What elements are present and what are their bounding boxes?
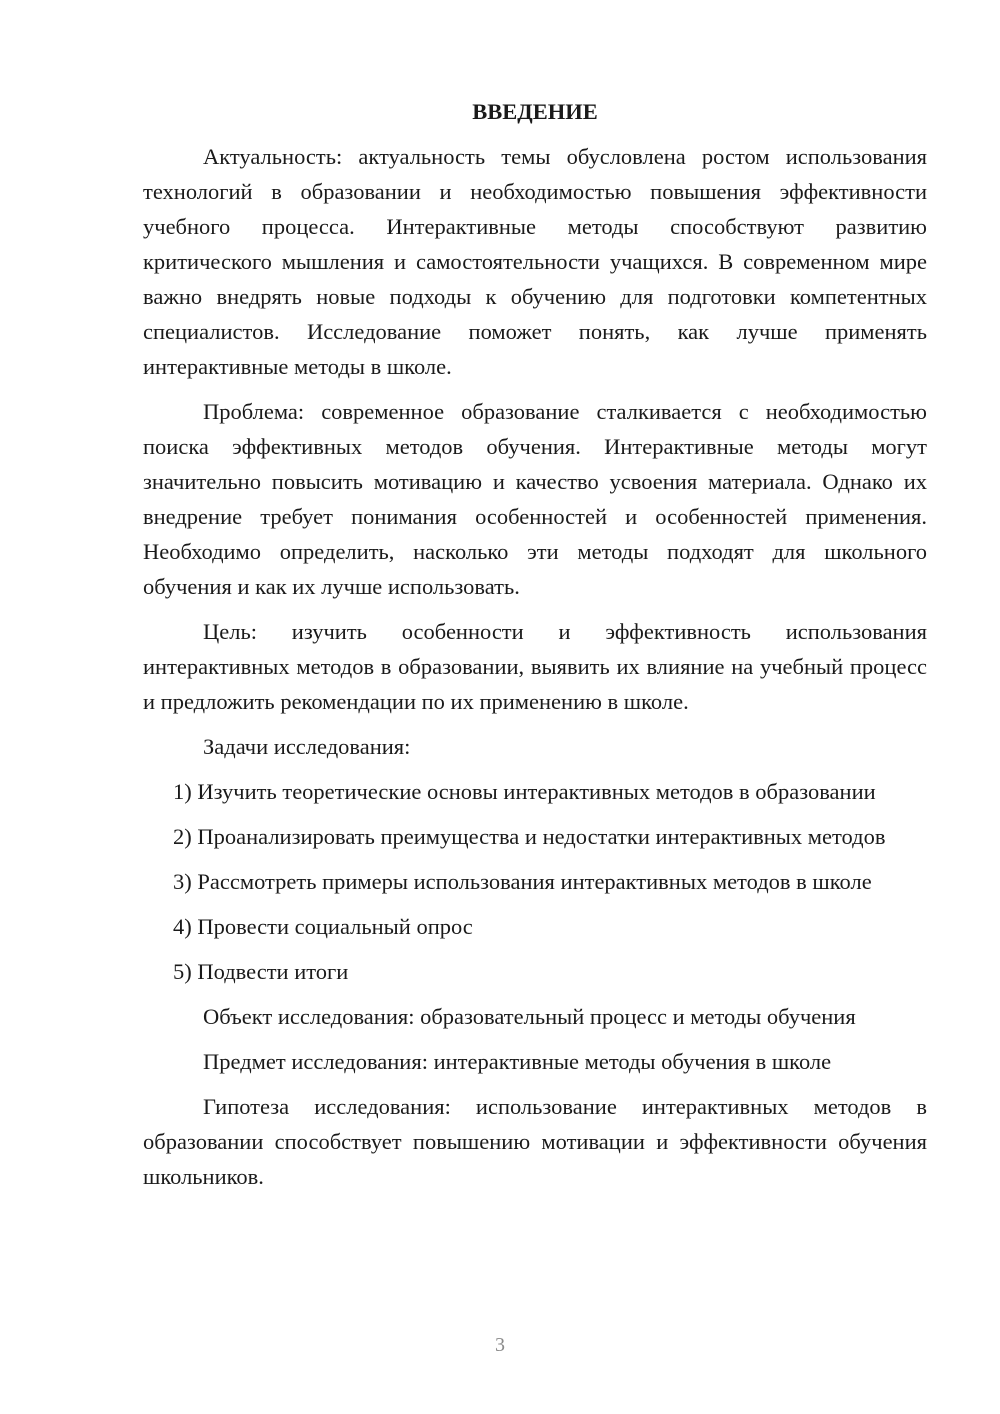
paragraph-tasks-heading: Задачи исследования: — [203, 734, 411, 759]
paragraph-problem: Проблема: современное образование сталкивается с необходимостью поиска эффективных методов обучения. Интерактивные методы могут значительно повысить мотивацию и качество усвоения материала. Однако их внедрение требует понимания особенностей и особенностей применения. Необходимо определить, насколько эти методы подходят для школьного обучения и как их лучше использовать. — [143, 399, 927, 599]
section-title: ВВЕДЕНИЕ — [472, 99, 598, 124]
page-number: 3 — [495, 1334, 505, 1356]
paragraph-object: Объект исследования: образовательный процесс и методы обучения — [203, 1004, 856, 1029]
paragraph-relevance: Актуальность: актуальность темы обусловлена ростом использования технологий в образовании и необходимостью повышения эффективности учебного процесса. Интерактивные методы способствуют развитию критического мышления и самостоятельности учащихся. В современном мире важно внедрять новые подходы к обучению для подготовки компетентных специалистов. Исследование поможет понять, как лучше применять интерактивные методы в школе. — [143, 144, 927, 379]
task-item-1: 1) Изучить теоретические основы интерактивных методов в образовании — [173, 779, 876, 804]
task-item-3: 3) Рассмотреть примеры использования интерактивных методов в школе — [173, 869, 872, 894]
paragraph-subject: Предмет исследования: интерактивные методы обучения в школе — [203, 1049, 832, 1074]
page-content — [143, 94, 927, 1204]
task-item-5: 5) Подвести итоги — [173, 959, 349, 984]
task-item-2: 2) Проанализировать преимущества и недостатки интерактивных методов — [173, 824, 886, 849]
task-item-4: 4) Провести социальный опрос — [173, 914, 473, 939]
paragraph-goal: Цель: изучить особенности и эффективность использования интерактивных методов в образовании, выявить их влияние на учебный процесс и предложить рекомендации по их применению в школе. — [143, 619, 927, 714]
paragraph-hypothesis: Гипотеза исследования: использование интерактивных методов в образовании способствует повышению мотивации и эффективности обучения школьников. — [143, 1094, 927, 1189]
